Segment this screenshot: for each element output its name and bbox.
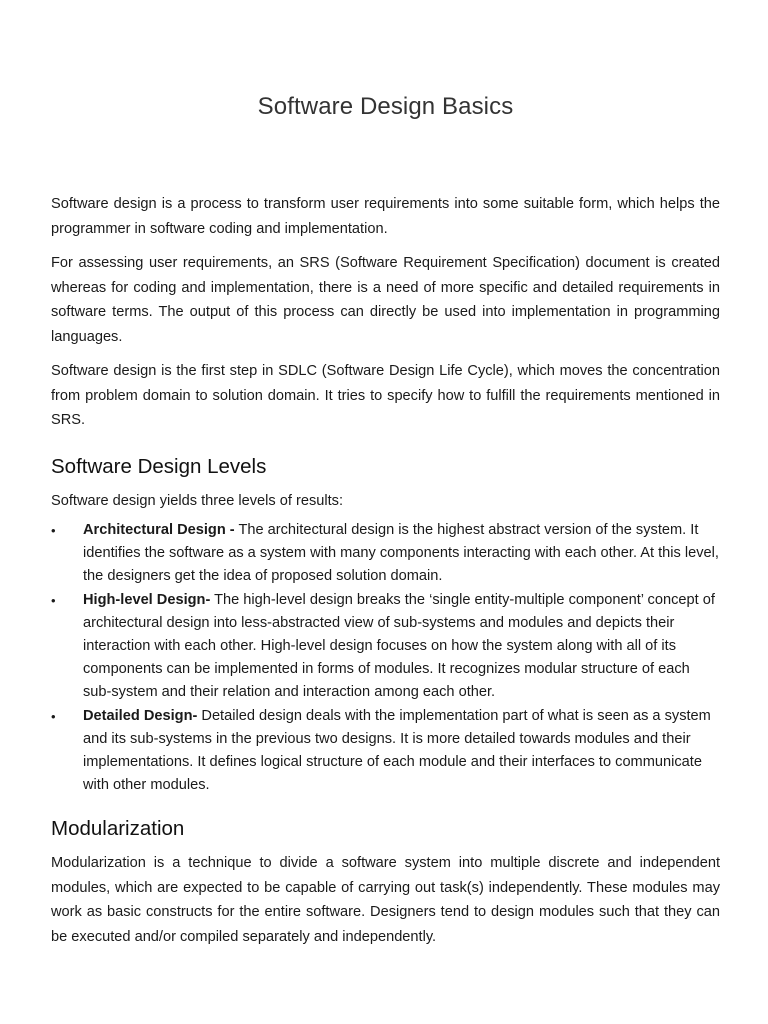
bullet-icon: • [51,592,56,608]
modularization-section [51,815,720,949]
list-item [51,519,720,589]
list-item-term: High-level Design- [83,591,211,608]
list-item [51,589,720,705]
list-item-term: Detailed Design- [83,707,198,724]
bullet-icon: • [51,708,56,724]
list-item [51,705,720,798]
design-levels-section [51,453,720,798]
modularization-paragraph: Modularization is a technique to divide a software system into multiple discrete and independent modules, which are expected to be capable of carrying out task(s) independently. These modules may work as basic constructs for the entire software. Designers tend to design modules such that they can be executed and/or compiled separately and independently. [51,855,720,945]
list-item-term: Architectural Design - [83,522,235,538]
design-levels-lead: Software design yields three levels of results: [51,492,344,509]
list-item-text: The high-level design breaks the ‘single entity-multiple component’ concept of architectural design into less-abstracted view of sub-systems and modules and depicts their interaction with each other. High-level design focuses on how the system along with all of its components can be implemented in forms of modules. It recognizes modular structure of each sub-system and their relation and interaction among each other. [83,591,715,701]
intro-paragraph: Software design is the first step in SDLC (Software Design Life Cycle), which moves the concentration from problem domain to solution domain. It tries to specify how to fulfill the requirements mentioned in SRS. [51,363,720,428]
list-item-text: Detailed design deals with the implementation part of what is seen as a system and its sub-systems in the previous two designs. It is more detailed towards modules and their implementations. It defines logical structure of each module and their interfaces to communicate with other modules. [83,707,711,794]
modularization-heading: Modularization [51,817,185,841]
design-levels-list [51,519,720,797]
design-levels-heading: Software Design Levels [51,454,267,478]
document-title: Software Design Basics [257,93,514,120]
list-item-text: The architectural design is the highest abstract version of the system. It identifies the software as a system with many components interacting with each other. At this level, the designers get the idea of proposed solution domain. [83,522,719,585]
intro-paragraph: Software design is a process to transform user requirements into some suitable form, which helps the programmer in software coding and implementation. [51,196,720,237]
bullet-icon: • [51,523,56,538]
intro-section [51,192,720,433]
intro-paragraph: For assessing user requirements, an SRS (Software Requirement Specification) document is created whereas for coding and implementation, there is a need of more specific and detailed requirements in software terms. The output of this process can directly be used into implementation in programming languages. [51,255,720,345]
